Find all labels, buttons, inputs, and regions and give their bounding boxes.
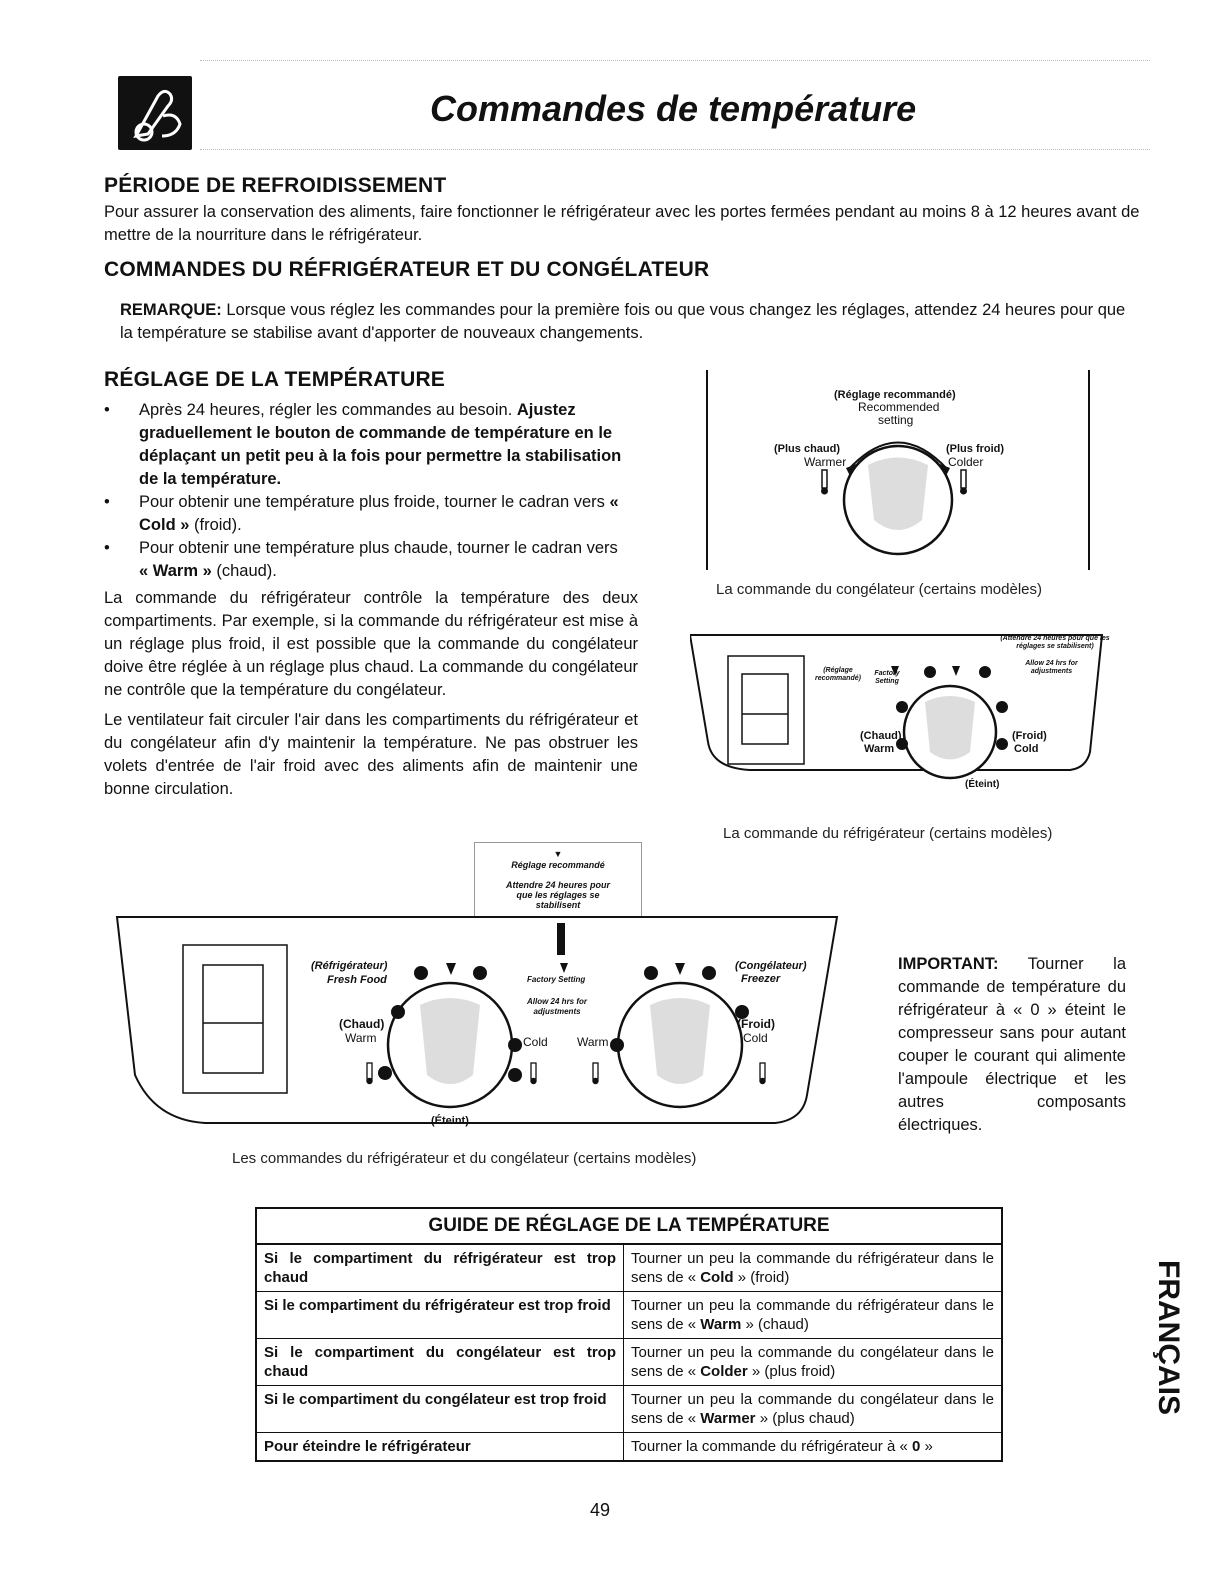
callout-arrow-icon: ▼ — [553, 849, 563, 859]
combo-allow: Allow 24 hrs for adjustments — [527, 997, 588, 1016]
table-row — [256, 1433, 1002, 1462]
note-text: Lorsque vous réglez les commandes pour la première fois ou que vous changez les réglages, attendez 24 heures pour que la température se stabilise avant d'apporter de nouveaux changements. — [120, 301, 1126, 342]
freezer-label: Freezer — [741, 973, 781, 985]
table-row — [256, 1386, 1002, 1433]
language-side-label — [1145, 1260, 1195, 1440]
cooling-text: Pour assurer la conservation des aliments, faire fonctionner le réfrigérateur avec les portes fermées pendant au moins 8 à 12 heures avant de mettre de la nourriture dans le réfrigérateur. — [104, 203, 1140, 244]
combo-warm: Warm — [345, 1031, 377, 1045]
guide-condition: Si le compartiment du réfrigérateur est trop froid — [256, 1292, 624, 1339]
guide-action: Tourner un peu la commande du réfrigérateur dans le sens de « Warm » (chaud) — [624, 1292, 1003, 1339]
callout-title: Réglage recommandé — [511, 860, 605, 870]
important-text: Tourner la commande de température du réfrigérateur à « 0 » éteint le compresseur sans pour autant couper le courant qui alimente l'ampoule électrique et les autres composants électriques. — [898, 955, 1126, 1134]
callout-text: Attendre 24 heures pour que les réglages se stabilisent — [505, 880, 611, 910]
guide-title: GUIDE DE RÉGLAGE DE LA TEMPÉRATURE — [256, 1208, 1002, 1244]
fridge-dial-figure — [690, 632, 1115, 802]
freezer-label-fr: (Congélateur) — [735, 960, 807, 972]
paragraph-fan: Le ventilateur fait circuler l'air dans les compartiments du réfrigérateur et du congélateur afin d'y maintenir la température. Ne pas obstruer les volets d'entrée de l'air froid avec des aliments afin de maintenir une bonne circulation. — [104, 711, 638, 798]
freezer-warm-fr: (Plus chaud) — [774, 443, 841, 455]
fridge-rec-fr: (Réglage recommandé) — [815, 667, 861, 682]
page-number: 49 — [590, 1500, 611, 1520]
combo-chaud: (Chaud) — [339, 1017, 385, 1031]
temperature-guide-table — [255, 1207, 1003, 1462]
table-row — [256, 1292, 1002, 1339]
freezer-dial-figure — [706, 370, 1090, 570]
freezer-cold-fr: (Plus froid) — [946, 443, 1005, 455]
guide-condition: Pour éteindre le réfrigérateur — [256, 1433, 624, 1462]
combined-controls-figure — [115, 915, 840, 1125]
section-title-controls: COMMANDES DU RÉFRIGÉRATEUR ET DU CONGÉLATEUR — [104, 258, 710, 281]
side-label-text: FRANÇAIS — [1152, 1260, 1185, 1415]
thermometer-hand-icon — [118, 76, 192, 150]
bullet-item: • Pour obtenir une température plus froide, tourner le cadran vers « Cold » (froid). — [104, 491, 624, 537]
freezer-rec-fr: (Réglage recommandé) — [834, 389, 956, 401]
guide-condition: Si le compartiment du congélateur est trop froid — [256, 1386, 624, 1433]
guide-action: Tourner un peu la commande du congélateur dans le sens de « Colder » (plus froid) — [624, 1339, 1003, 1386]
guide-action: Tourner un peu la commande du réfrigérateur dans le sens de « Cold » (froid) — [624, 1244, 1003, 1292]
section-title-cooling: PÉRIODE DE REFROIDISSEMENT — [104, 174, 447, 197]
freezer-dial-caption: La commande du congélateur (certains modèles) — [716, 581, 1043, 598]
guide-action: Tourner un peu la commande du congélateur dans le sens de « Warmer » (plus chaud) — [624, 1386, 1003, 1433]
fridge-label-fr: (Réfrigérateur) — [311, 960, 388, 972]
page-title: Commandes de température — [430, 88, 917, 129]
table-row — [256, 1244, 1002, 1292]
adjust-bullets — [104, 399, 624, 583]
paragraph-control: La commande du réfrigérateur contrôle la température des deux compartiments. Par exemple, si la commande du réfrigérateur est mise à un réglage plus froid, il est possible que la commande du congélateur doive être réglée à un réglage plus chaud. La commande du congélateur ne contrôle que la température du congélateur. — [104, 589, 638, 699]
section-title-adjust: RÉGLAGE DE LA TEMPÉRATURE — [104, 368, 446, 391]
fresh-food-label: Fresh Food — [327, 974, 387, 986]
fridge-froid: (Froid) — [1012, 730, 1047, 742]
freezer-rec-setting: setting — [878, 413, 914, 427]
fridge-allow: Allow 24 hrs for adjustments — [1025, 660, 1078, 675]
bullet-item: • Après 24 heures, régler les commandes au besoin. Ajustez graduellement le bouton de commande de température en le déplaçant un petit peu à la fois pour permettre la stabilisation de la température. — [104, 399, 624, 491]
freezer-rec-en: Recommended — [858, 400, 940, 414]
combo-cold: Cold — [523, 1035, 548, 1049]
combo-cold2: Cold — [743, 1031, 768, 1045]
fridge-factory: Factory Setting — [874, 670, 900, 685]
fridge-eteint: (Éteint) — [965, 779, 1000, 790]
guide-action: Tourner la commande du réfrigérateur à « 0 » — [624, 1433, 1003, 1462]
fridge-dial-caption: La commande du réfrigérateur (certains modèles) — [723, 825, 1053, 842]
note-paragraph — [120, 299, 1130, 345]
combo-warm2: Warm — [577, 1035, 609, 1049]
fridge-warm: Warm — [864, 743, 895, 755]
fridge-cold: Cold — [1014, 743, 1039, 755]
combined-caption: Les commandes du réfrigérateur et du congélateur (certains modèles) — [232, 1150, 697, 1167]
combo-factory: Factory Setting — [527, 975, 586, 984]
note-label: REMARQUE: — [120, 301, 222, 319]
guide-condition: Si le compartiment du réfrigérateur est trop chaud — [256, 1244, 624, 1292]
fridge-wait-fr: (Attendre 24 heures pour que les réglages se stabilisent) — [1000, 635, 1110, 650]
freezer-cold-en: Colder — [948, 455, 984, 469]
combo-froid: (Froid) — [737, 1017, 775, 1031]
freezer-warm-en: Warmer — [804, 455, 847, 469]
combo-eteint: (Éteint) — [431, 1115, 469, 1127]
important-label: IMPORTANT: — [898, 955, 999, 973]
fridge-chaud: (Chaud) — [860, 730, 902, 742]
guide-condition: Si le compartiment du congélateur est trop chaud — [256, 1339, 624, 1386]
bullet-item: • Pour obtenir une température plus chaude, tourner le cadran vers « Warm » (chaud). — [104, 537, 624, 583]
important-note — [898, 953, 1126, 1137]
table-row — [256, 1339, 1002, 1386]
